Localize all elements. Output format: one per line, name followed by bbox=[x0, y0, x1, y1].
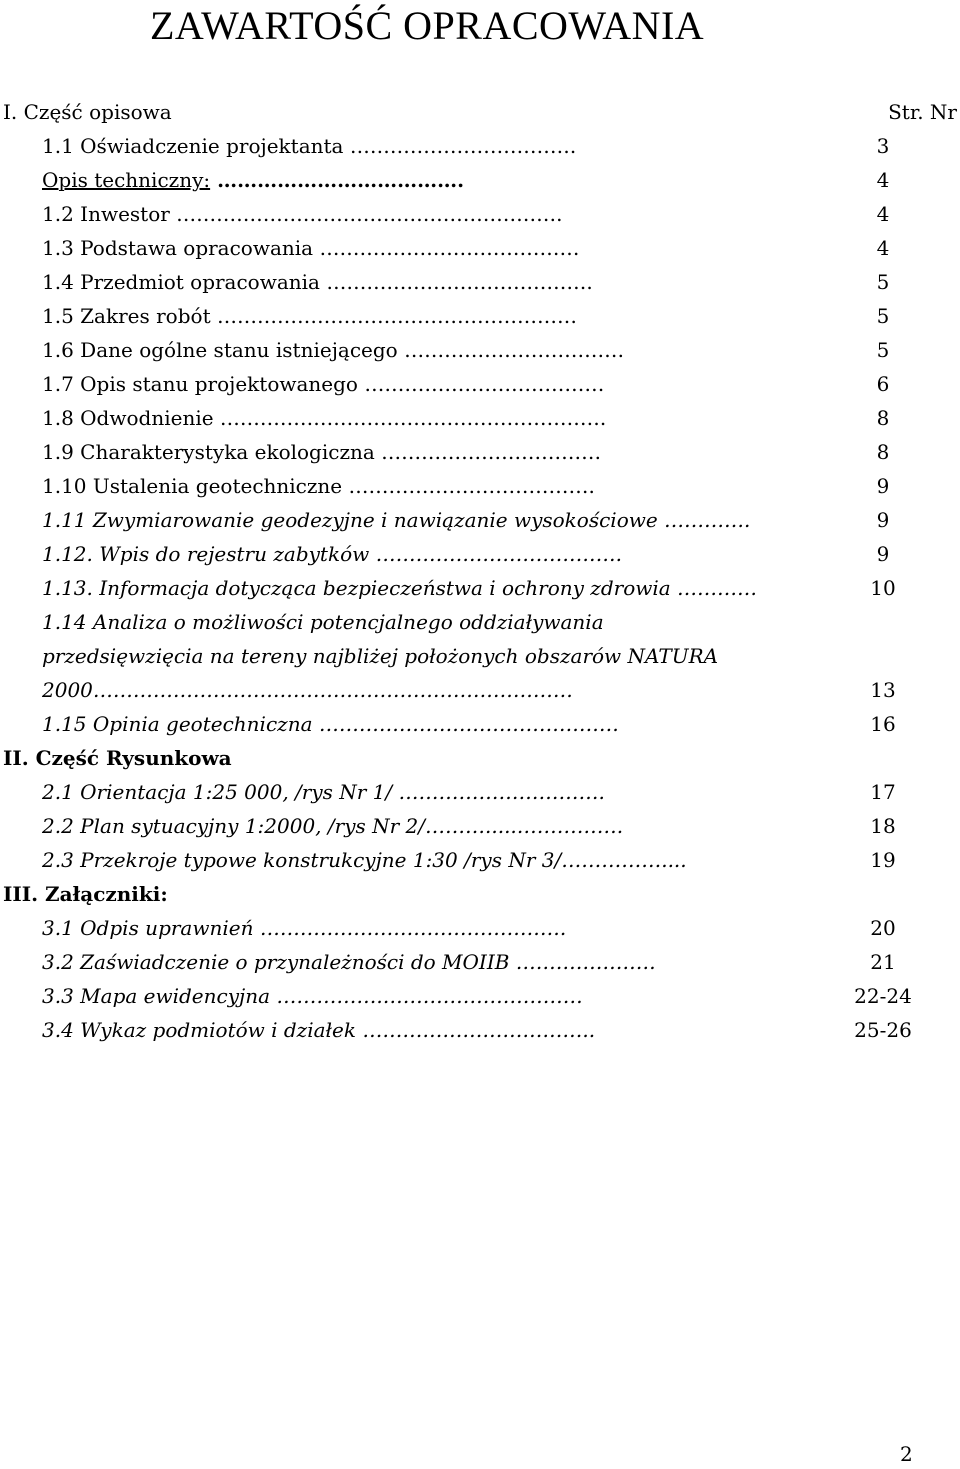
toc-entry-page: 9 bbox=[876, 542, 890, 566]
toc-entry-page: 5 bbox=[876, 338, 890, 362]
toc-entry bbox=[0, 1013, 960, 1047]
toc-entry-text: przedsięwzięcia na tereny najbliżej położonych obszarów NATURA bbox=[42, 644, 719, 668]
toc-entry-text: 1.12. Wpis do rejestru zabytków ………………………………. bbox=[42, 542, 622, 566]
toc-entry-page: 8 bbox=[876, 440, 890, 464]
section-heading-part2 bbox=[0, 741, 960, 775]
toc-entry bbox=[0, 775, 960, 809]
toc-entry bbox=[0, 333, 960, 367]
section-heading-part3 bbox=[0, 877, 960, 911]
toc-entry bbox=[0, 707, 960, 741]
page-column-header: Str. Nr bbox=[888, 100, 957, 124]
toc-entry-page: 25-26 bbox=[854, 1018, 912, 1042]
toc-entry-text-wrap bbox=[42, 163, 464, 197]
toc-entry-page: 13 bbox=[870, 678, 896, 702]
toc-entry bbox=[0, 299, 960, 333]
section-label: III. Załączniki: bbox=[3, 882, 168, 906]
toc-entry bbox=[0, 979, 960, 1013]
toc-entry bbox=[0, 435, 960, 469]
toc-entry bbox=[0, 503, 960, 537]
toc-entry bbox=[0, 911, 960, 945]
toc-entry-page: 8 bbox=[876, 406, 890, 430]
toc-entry-page: 9 bbox=[876, 474, 890, 498]
toc-entry bbox=[0, 231, 960, 265]
toc-entry-text: 1.15 Opinia geotechniczna ……………………………………… bbox=[42, 712, 619, 736]
toc-entry-text: 3.2 Zaświadczenie o przynależności do MOIIB ………………… bbox=[42, 950, 656, 974]
section-label: I. Część opisowa bbox=[3, 100, 172, 124]
toc-entry-page: 22-24 bbox=[854, 984, 912, 1008]
toc-entry-text: 1.9 Charakterystyka ekologiczna …………………………… bbox=[42, 440, 602, 464]
toc-entry-text: 1.1 Oświadczenie projektanta ……………………………. bbox=[42, 134, 577, 158]
toc-entry bbox=[0, 639, 960, 673]
section-label: II. Część Rysunkowa bbox=[3, 746, 232, 770]
toc-entry bbox=[0, 129, 960, 163]
toc-entry-page: 6 bbox=[876, 372, 890, 396]
toc-entry-text: 3.1 Odpis uprawnień ………………………………………. bbox=[42, 916, 567, 940]
toc-entry-text: 2.3 Przekroje typowe konstrukcyjne 1:30 /rys Nr 3/…………….... bbox=[42, 848, 687, 872]
toc-entry-text: 1.10 Ustalenia geotechniczne ………………………………. bbox=[42, 474, 595, 498]
toc-subheading: Opis techniczny: bbox=[42, 168, 211, 192]
toc-entry-text: 1.7 Opis stanu projektowanego ……………………………… bbox=[42, 372, 605, 396]
section-heading-part1 bbox=[0, 95, 960, 129]
toc-entry-page: 17 bbox=[870, 780, 896, 804]
toc-entry-page: 4 bbox=[876, 236, 890, 260]
toc-entry-text: 1.13. Informacja dotycząca bezpieczeństwa i ochrony zdrowia ………… bbox=[42, 576, 758, 600]
toc-entry-text: 1.3 Podstawa opracowania ………………………………… bbox=[42, 236, 580, 260]
toc-entry-page: 21 bbox=[870, 950, 896, 974]
toc-entry bbox=[0, 945, 960, 979]
toc-entry-page: 4 bbox=[876, 202, 890, 226]
toc-entry-text: 1.4 Przedmiot opracowania …………………………………. bbox=[42, 270, 593, 294]
toc-entry-text: 2000……………………………………………………………… bbox=[42, 678, 573, 702]
toc-entry-text: 1.6 Dane ogólne stanu istniejącego …………………………… bbox=[42, 338, 625, 362]
toc-entry-text: 1.5 Zakres robót ……………………………………………… bbox=[42, 304, 577, 328]
toc-entry-text: 2.1 Orientacja 1:25 000, /rys Nr 1/ …………………………. bbox=[42, 780, 605, 804]
toc-entry-page: 5 bbox=[876, 304, 890, 328]
toc-entry bbox=[0, 401, 960, 435]
toc-entry bbox=[0, 571, 960, 605]
toc-entry bbox=[0, 537, 960, 571]
toc-entry-page: 19 bbox=[870, 848, 896, 872]
document-title: ZAWARTOŚĆ OPRACOWANIA bbox=[150, 3, 705, 48]
toc-entry-page: 16 bbox=[870, 712, 896, 736]
toc-entry-text: 1.14 Analiza o możliwości potencjalnego oddziaływania bbox=[42, 610, 604, 634]
toc-entry bbox=[0, 163, 960, 197]
toc-entry-page: 10 bbox=[870, 576, 896, 600]
toc-entry bbox=[0, 809, 960, 843]
toc-entry-page: 5 bbox=[876, 270, 890, 294]
toc-entry bbox=[0, 673, 960, 707]
toc-entry-page: 18 bbox=[870, 814, 896, 838]
toc-entry-text: 1.11 Zwymiarowanie geodezyjne i nawiązanie wysokościowe …………. bbox=[42, 508, 751, 532]
toc-entry bbox=[0, 605, 960, 639]
toc-entry bbox=[0, 197, 960, 231]
toc-entry-text: 1.8 Odwodnienie …………………………………………………. bbox=[42, 406, 607, 430]
toc-entry-page: 4 bbox=[876, 168, 890, 192]
toc-entry-page: 3 bbox=[876, 134, 890, 158]
toc-entry bbox=[0, 265, 960, 299]
toc-entry-page: 20 bbox=[870, 916, 896, 940]
toc-entry bbox=[0, 843, 960, 877]
toc-entry-text: 3.3 Mapa ewidencyjna …………….………………………… bbox=[42, 984, 583, 1008]
toc-leader-dots: ………………………………. bbox=[210, 168, 465, 192]
toc-entry-text: 2.2 Plan sytuacyjny 1:2000, /rys Nr 2/……….....……………. bbox=[42, 814, 624, 838]
page-number: 2 bbox=[900, 1442, 913, 1466]
toc-entry-text: 3.4 Wykaz podmiotów i działek …………………………….. bbox=[42, 1018, 596, 1042]
toc-entry bbox=[0, 469, 960, 503]
toc-entry bbox=[0, 367, 960, 401]
toc-entry-page: 9 bbox=[876, 508, 890, 532]
toc-entry-text: 1.2 Inwestor …………………………………………………. bbox=[42, 202, 563, 226]
